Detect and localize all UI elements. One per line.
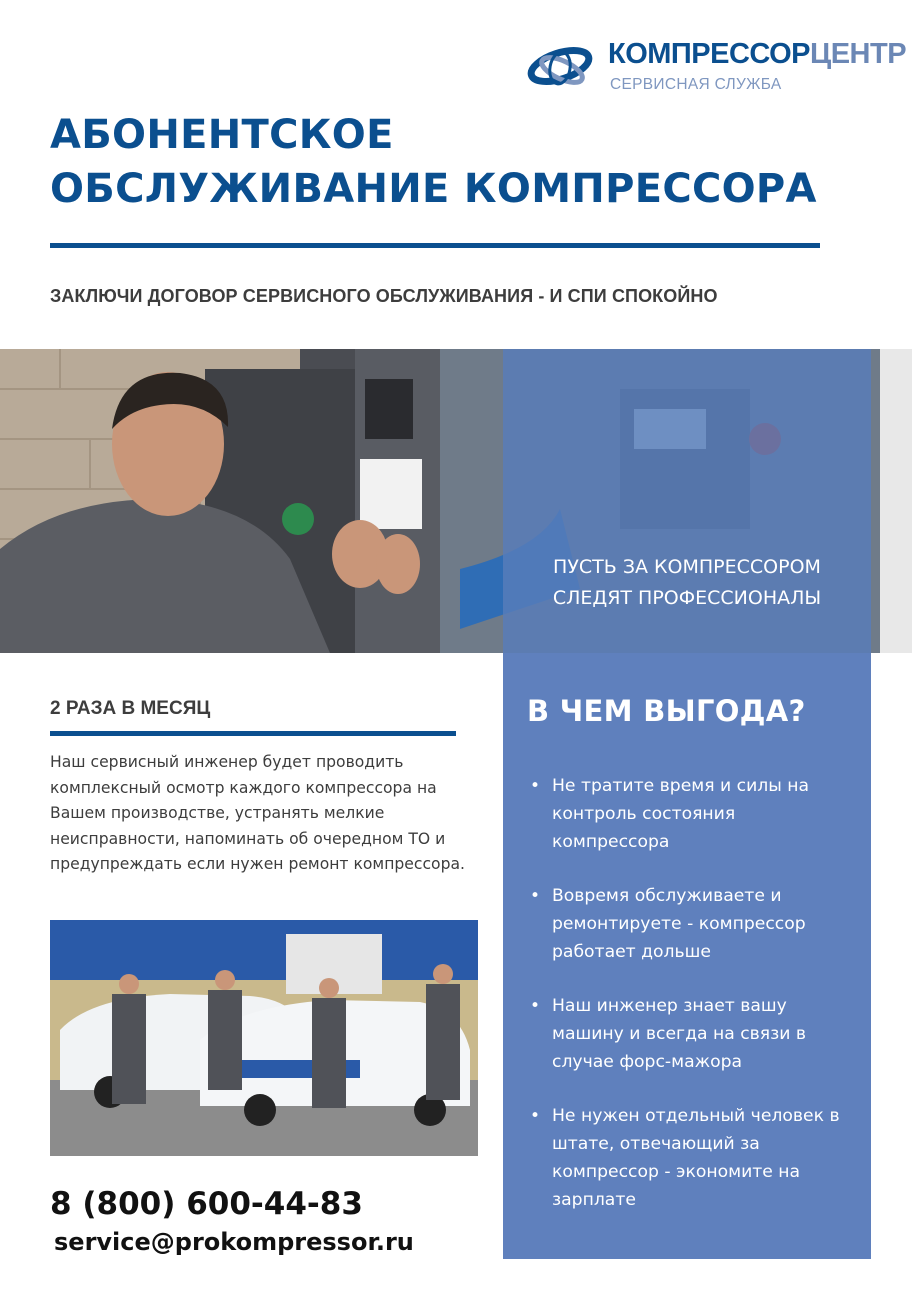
- benefit-item: • Не тратите время и силы на контроль состояния компрессора: [527, 772, 857, 856]
- service-description: Наш сервисный инженер будет проводить комплексный осмотр каждого компрессора на Вашем производстве, устранять мелкие неисправности, напоминать об очередном ТО и предупреждать если нужен ремонт компрессора.: [50, 753, 465, 873]
- page-title-line1: АБОНЕНТСКОЕ: [50, 112, 394, 158]
- benefits-list: [527, 772, 857, 1240]
- team-illustration: [50, 920, 478, 1156]
- benefit-item: • Наш инженер знает вашу машину и всегда на связи в случае форс-мажора: [527, 992, 857, 1076]
- company-logo: [526, 36, 907, 100]
- title-divider: [50, 243, 820, 248]
- bullet-icon: •: [530, 776, 541, 796]
- hero-overlay-line1: ПУСТЬ ЗА КОМПРЕССОРОМ: [553, 556, 821, 578]
- page-title-line2: ОБСЛУЖИВАНИЕ КОМПРЕССОРА: [50, 166, 817, 212]
- bullet-icon: •: [530, 886, 541, 906]
- team-photo: [50, 920, 478, 1156]
- benefit-item: • Не нужен отдельный человек в штате, отвечающий за компрессор - экономите на зарплате: [527, 1102, 857, 1214]
- service-frequency-heading: 2 РАЗА В МЕСЯЦ: [50, 698, 211, 719]
- bullet-icon: •: [530, 1106, 541, 1126]
- bullet-icon: •: [530, 996, 541, 1016]
- logo-brand-name: КОМПРЕССОРЦЕНТР: [608, 38, 907, 70]
- benefits-title: В ЧЕМ ВЫГОДА?: [527, 694, 806, 728]
- contact-phone[interactable]: 8 (800) 600-44-83: [50, 1186, 363, 1222]
- logo-subtitle: СЕРВИСНАЯ СЛУЖБА: [610, 76, 782, 93]
- hero-overlay-text: [503, 552, 871, 614]
- logo-swirl-icon: [526, 40, 598, 96]
- frequency-divider: [50, 731, 456, 736]
- tagline: ЗАКЛЮЧИ ДОГОВОР СЕРВИСНОГО ОБСЛУЖИВАНИЯ - И СПИ СПОКОЙНО: [50, 286, 718, 306]
- page-title: [50, 108, 850, 216]
- contact-email[interactable]: service@prokompressor.ru: [54, 1228, 414, 1256]
- hero-overlay-line2: СЛЕДЯТ ПРОФЕССИОНАЛЫ: [552, 587, 822, 609]
- benefit-item: • Вовремя обслуживаете и ремонтируете - компрессор работает дольше: [527, 882, 857, 966]
